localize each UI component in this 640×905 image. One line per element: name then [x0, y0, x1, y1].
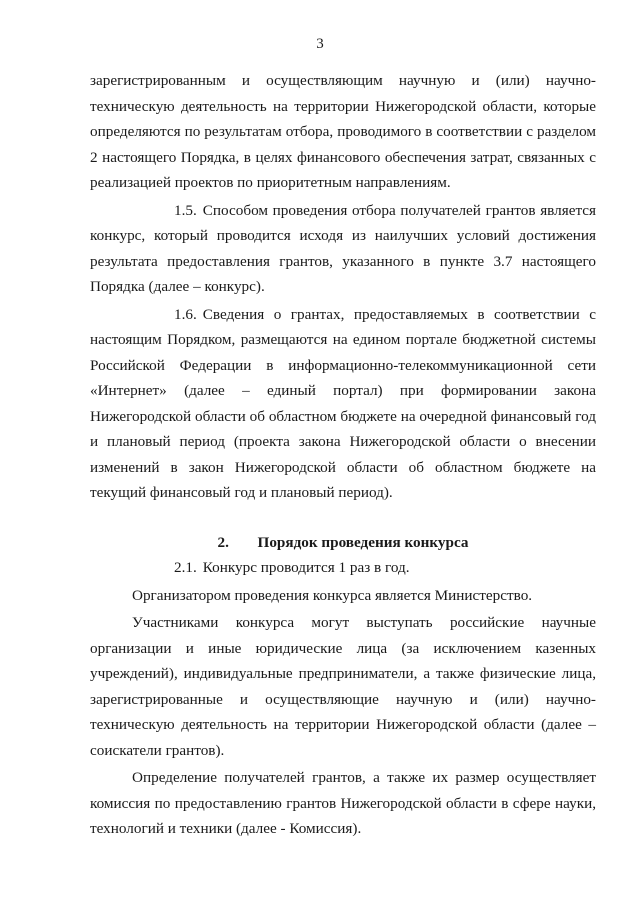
- section-number: 2.: [217, 533, 229, 551]
- document-body: [90, 68, 596, 842]
- paragraph-continuation: зарегистрированным и осуществляющим научную и (или) научно-техническую деятельность на территории Нижегородской области, которые определяются по результатам отбора, проводимого в соответствии с разделом 2 настоящего Порядка, в целях финансового обеспечения затрат, связанных с реализацией проектов по приоритетным направлениям.: [90, 72, 596, 191]
- paragraph-1-6: [90, 302, 596, 506]
- paragraph-participants: Участниками конкурса могут выступать российские научные организации и иные юридические лица (за исключением казенных учреждений), индивидуальные предприниматели, а также физические лица, зарегистрированные и осуществляющие научную и (или) научно-техническую деятельность на территории Нижегородской области (далее – соискатели грантов).: [90, 614, 596, 759]
- paragraph-1-5: [90, 198, 596, 300]
- paragraph-text: Сведения о грантах, предоставляемых в соответствии с настоящим Порядком, размещаются на едином портале бюджетной системы Российской Федерации в информационно-телекоммуникационной сети «Интернет» (далее – единый портал) при формировании закона Нижегородской области об областном бюджете на очередной финансовый год и плановый период (проекта закона Нижегородской области о внесении изменений в закон Нижегородской области об областном бюджете на текущий финансовый год и плановый период).: [90, 305, 596, 501]
- paragraph-text: Конкурс проводится 1 раз в год.: [202, 559, 410, 576]
- paragraph-organizer: Организатором проведения конкурса является Министерство.: [132, 586, 533, 604]
- paragraph-commission: Определение получателей грантов, а также их размер осуществляет комиссия по предоставлению грантов Нижегородской области в сфере науки, технологий и техники (далее - Комиссия).: [90, 769, 596, 837]
- paragraph-2-1: [90, 555, 596, 581]
- paragraph-number: 1.6.: [174, 305, 197, 323]
- section-heading: [90, 530, 596, 556]
- page-number: 3: [316, 36, 324, 52]
- paragraph-number: 1.5.: [174, 201, 197, 219]
- paragraph-text: Способом проведения отбора получателей грантов является конкурс, который проводится исходя из наилучших условий достижения результата предоставления грантов, указанного в пункте 3.7 настоящего Порядка (далее – конкурс).: [90, 201, 596, 295]
- paragraph-number: 2.1.: [174, 559, 197, 576]
- section-title: Порядок проведения конкурса: [257, 533, 469, 551]
